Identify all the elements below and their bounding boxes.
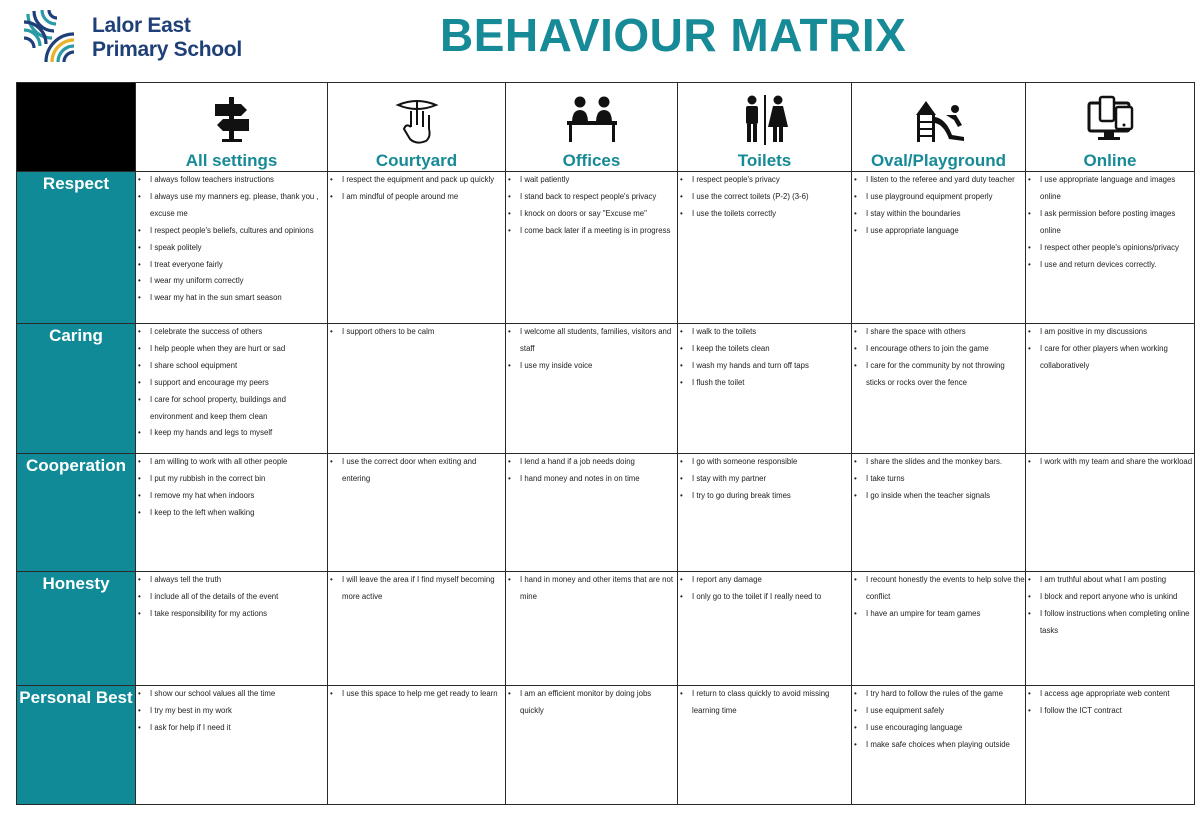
behaviour-cell: [1026, 454, 1195, 572]
behaviour-item: • I put my rubbish in the correct bin: [136, 471, 327, 488]
behaviour-item: • I use appropriate language and images online: [1026, 172, 1194, 206]
behaviour-item: • I recount honestly the events to help solve the conflict: [852, 572, 1025, 606]
behaviour-cell: [506, 572, 678, 686]
behaviour-item: • I care for school property, buildings and environment and keep them clean: [136, 392, 327, 426]
behaviour-cell: [1026, 572, 1195, 686]
setting-label: All settings: [185, 151, 278, 170]
value-row-personal-best: [17, 686, 1195, 805]
behaviour-cell: [136, 324, 328, 454]
school-name: [92, 14, 242, 62]
behaviour-item: • I keep the toilets clean: [678, 341, 851, 358]
behaviour-list: [852, 172, 1025, 240]
setting-header-courtyard: [328, 83, 506, 172]
value-row-honesty: [17, 572, 1195, 686]
behaviour-item: • I access age appropriate web content: [1026, 686, 1194, 703]
behaviour-item: • I am truthful about what I am posting: [1026, 572, 1194, 589]
behaviour-item: • I follow instructions when completing online tasks: [1026, 606, 1194, 640]
setting-header-offices: [506, 83, 678, 172]
behaviour-item: • I use playground equipment properly: [852, 189, 1025, 206]
behaviour-item: • I welcome all students, families, visitors and staff: [506, 324, 677, 358]
behaviour-item: • I use equipment safely: [852, 703, 1025, 720]
behaviour-item: • I block and report anyone who is unkind: [1026, 589, 1194, 606]
behaviour-item: • I take responsibility for my actions: [136, 606, 327, 623]
behaviour-item: • I support others to be calm: [328, 324, 505, 341]
behaviour-list: [678, 324, 851, 392]
behaviour-item: • I use my inside voice: [506, 358, 677, 375]
setting-header-toilets: [678, 83, 852, 172]
behaviour-item: • I respect the equipment and pack up quickly: [328, 172, 505, 189]
behaviour-list: [852, 572, 1025, 623]
setting-header-all-settings: [136, 83, 328, 172]
behaviour-list: [506, 324, 677, 375]
office-desk-icon: [565, 95, 619, 143]
behaviour-item: • I use the toilets correctly: [678, 206, 851, 223]
behaviour-cell: [506, 454, 678, 572]
behaviour-item: • I wash my hands and turn off taps: [678, 358, 851, 375]
behaviour-item: • I care for other players when working collaboratively: [1026, 341, 1194, 375]
behaviour-list: [678, 686, 851, 720]
behaviour-item: • I stay within the boundaries: [852, 206, 1025, 223]
behaviour-item: • I try to go during break times: [678, 488, 851, 505]
behaviour-cell: [506, 686, 678, 805]
behaviour-list: [852, 686, 1025, 754]
behaviour-item: • I always follow teachers instructions: [136, 172, 327, 189]
setting-header-oval-playground: [852, 83, 1026, 172]
behaviour-list: [852, 324, 1025, 392]
behaviour-item: • I return to class quickly to avoid missing learning time: [678, 686, 851, 720]
behaviour-cell: [506, 172, 678, 324]
behaviour-list: [506, 172, 677, 240]
behaviour-list: [136, 172, 327, 307]
behaviour-cell: [136, 572, 328, 686]
behaviour-cell: [136, 686, 328, 805]
behaviour-item: • I use the correct door when exiting and entering: [328, 454, 505, 488]
behaviour-list: [136, 572, 327, 623]
behaviour-cell: [1026, 324, 1195, 454]
behaviour-cell: [328, 686, 506, 805]
behaviour-item: • I ask for help if I need it: [136, 720, 327, 737]
behaviour-item: • I ask permission before posting images online: [1026, 206, 1194, 240]
behaviour-list: [506, 454, 677, 488]
behaviour-cell: [678, 172, 852, 324]
value-row-cooperation: [17, 454, 1195, 572]
behaviour-list: [1026, 686, 1194, 720]
behaviour-item: • I treat everyone fairly: [136, 257, 327, 274]
behaviour-item: • I show our school values all the time: [136, 686, 327, 703]
setting-label: Offices: [562, 151, 621, 170]
value-row-respect: [17, 172, 1195, 324]
signpost-icon: [209, 95, 255, 143]
setting-header-online: [1026, 83, 1195, 172]
behaviour-list: [328, 686, 505, 703]
behaviour-matrix-table: [16, 82, 1195, 805]
behaviour-item: • I have an umpire for team games: [852, 606, 1025, 623]
behaviour-item: • I only go to the toilet if I really need to: [678, 589, 851, 606]
behaviour-item: • I share school equipment: [136, 358, 327, 375]
behaviour-item: • I always tell the truth: [136, 572, 327, 589]
behaviour-item: • I use the correct toilets (P-2) (3-6): [678, 189, 851, 206]
behaviour-item: • I speak politely: [136, 240, 327, 257]
behaviour-list: [328, 454, 505, 488]
behaviour-item: • I celebrate the success of others: [136, 324, 327, 341]
behaviour-item: • I encourage others to join the game: [852, 341, 1025, 358]
behaviour-item: • I am positive in my discussions: [1026, 324, 1194, 341]
behaviour-item: • I use appropriate language: [852, 223, 1025, 240]
behaviour-cell: [1026, 172, 1195, 324]
behaviour-list: [136, 686, 327, 737]
playground-slide-icon: [912, 95, 966, 143]
behaviour-cell: [1026, 686, 1195, 805]
value-label-respect: Respect: [17, 172, 136, 324]
page-header: [0, 0, 1200, 80]
behaviour-list: [328, 324, 505, 341]
behaviour-list: [136, 454, 327, 522]
behaviour-cell: [328, 572, 506, 686]
behaviour-item: • I come back later if a meeting is in progress: [506, 223, 677, 240]
value-label-cooperation: Cooperation: [17, 454, 136, 572]
behaviour-item: • I share the space with others: [852, 324, 1025, 341]
behaviour-item: • I am an efficient monitor by doing jobs quickly: [506, 686, 677, 720]
setting-label: Courtyard: [375, 151, 458, 170]
devices-icon: [1086, 95, 1134, 145]
behaviour-item: • I stay with my partner: [678, 471, 851, 488]
behaviour-cell: [852, 324, 1026, 454]
behaviour-item: • I use and return devices correctly.: [1026, 257, 1194, 274]
behaviour-item: • I follow the ICT contract: [1026, 703, 1194, 720]
behaviour-item: • I respect people's privacy: [678, 172, 851, 189]
behaviour-list: [328, 172, 505, 206]
behaviour-cell: [678, 324, 852, 454]
behaviour-item: • I listen to the referee and yard duty teacher: [852, 172, 1025, 189]
behaviour-list: [506, 572, 677, 606]
behaviour-item: • I report any damage: [678, 572, 851, 589]
behaviour-cell: [678, 686, 852, 805]
setting-label: Oval/Playground: [870, 151, 1007, 170]
behaviour-item: • I work with my team and share the workload: [1026, 454, 1194, 471]
behaviour-item: • I hand in money and other items that are not mine: [506, 572, 677, 606]
value-label-honesty: Honesty: [17, 572, 136, 686]
behaviour-item: • I will leave the area if I find myself becoming more active: [328, 572, 505, 606]
behaviour-cell: [506, 324, 678, 454]
behaviour-list: [1026, 572, 1194, 640]
behaviour-item: • I knock on doors or say "Excuse me": [506, 206, 677, 223]
quiet-hand-icon: [394, 95, 440, 145]
school-name-line2: Primary School: [92, 38, 242, 61]
behaviour-item: • I respect people's beliefs, cultures and opinions: [136, 223, 327, 240]
school-logo: [22, 8, 262, 68]
behaviour-item: • I keep my hands and legs to myself: [136, 425, 327, 442]
behaviour-cell: [136, 454, 328, 572]
behaviour-cell: [328, 172, 506, 324]
behaviour-cell: [852, 172, 1026, 324]
behaviour-list: [1026, 172, 1194, 273]
behaviour-list: [678, 454, 851, 505]
behaviour-list: [506, 686, 677, 720]
behaviour-item: • I respect other people's opinions/privacy: [1026, 240, 1194, 257]
behaviour-item: • I include all of the details of the event: [136, 589, 327, 606]
behaviour-item: • I lend a hand if a job needs doing: [506, 454, 677, 471]
school-logo-icon: [22, 8, 82, 64]
behaviour-item: • I support and encourage my peers: [136, 375, 327, 392]
behaviour-list: [678, 172, 851, 223]
toilets-icon: [740, 95, 790, 145]
behaviour-cell: [852, 686, 1026, 805]
behaviour-cell: [678, 572, 852, 686]
behaviour-item: • I go inside when the teacher signals: [852, 488, 1025, 505]
setting-label: Toilets: [737, 151, 792, 170]
value-label-personal-best: Personal Best: [17, 686, 136, 805]
behaviour-item: • I keep to the left when walking: [136, 505, 327, 522]
school-name-line1: Lalor East: [92, 14, 191, 37]
behaviour-item: • I take turns: [852, 471, 1025, 488]
behaviour-item: • I make safe choices when playing outside: [852, 737, 1025, 754]
behaviour-item: • I wear my uniform correctly: [136, 273, 327, 290]
behaviour-cell: [852, 572, 1026, 686]
behaviour-cell: [328, 454, 506, 572]
behaviour-list: [1026, 324, 1194, 375]
setting-label: Online: [1083, 151, 1137, 170]
settings-header-row: [17, 83, 1195, 172]
behaviour-item: • I share the slides and the monkey bars.: [852, 454, 1025, 471]
behaviour-cell: [136, 172, 328, 324]
behaviour-list: [678, 572, 851, 606]
behaviour-item: • I use this space to help me get ready to learn: [328, 686, 505, 703]
behaviour-item: • I help people when they are hurt or sad: [136, 341, 327, 358]
behaviour-item: • I wear my hat in the sun smart season: [136, 290, 327, 307]
behaviour-item: • I am mindful of people around me: [328, 189, 505, 206]
value-label-caring: Caring: [17, 324, 136, 454]
behaviour-item: • I go with someone responsible: [678, 454, 851, 471]
corner-cell: [17, 83, 136, 172]
behaviour-item: • I wait patiently: [506, 172, 677, 189]
behaviour-item: • I flush the toilet: [678, 375, 851, 392]
behaviour-item: • I stand back to respect people's privacy: [506, 189, 677, 206]
behaviour-item: • I remove my hat when indoors: [136, 488, 327, 505]
behaviour-list: [1026, 454, 1194, 471]
behaviour-item: • I care for the community by not throwing sticks or rocks over the fence: [852, 358, 1025, 392]
page-title: BEHAVIOUR MATRIX: [440, 9, 907, 61]
value-row-caring: [17, 324, 1195, 454]
behaviour-item: • I always use my manners eg. please, thank you , excuse me: [136, 189, 327, 223]
behaviour-list: [328, 572, 505, 606]
behaviour-item: • I hand money and notes in on time: [506, 471, 677, 488]
behaviour-item: • I try my best in my work: [136, 703, 327, 720]
behaviour-list: [852, 454, 1025, 505]
behaviour-cell: [328, 324, 506, 454]
behaviour-item: • I am willing to work with all other people: [136, 454, 327, 471]
behaviour-list: [136, 324, 327, 442]
behaviour-cell: [678, 454, 852, 572]
behaviour-item: • I walk to the toilets: [678, 324, 851, 341]
behaviour-item: • I try hard to follow the rules of the game: [852, 686, 1025, 703]
behaviour-cell: [852, 454, 1026, 572]
behaviour-item: • I use encouraging language: [852, 720, 1025, 737]
